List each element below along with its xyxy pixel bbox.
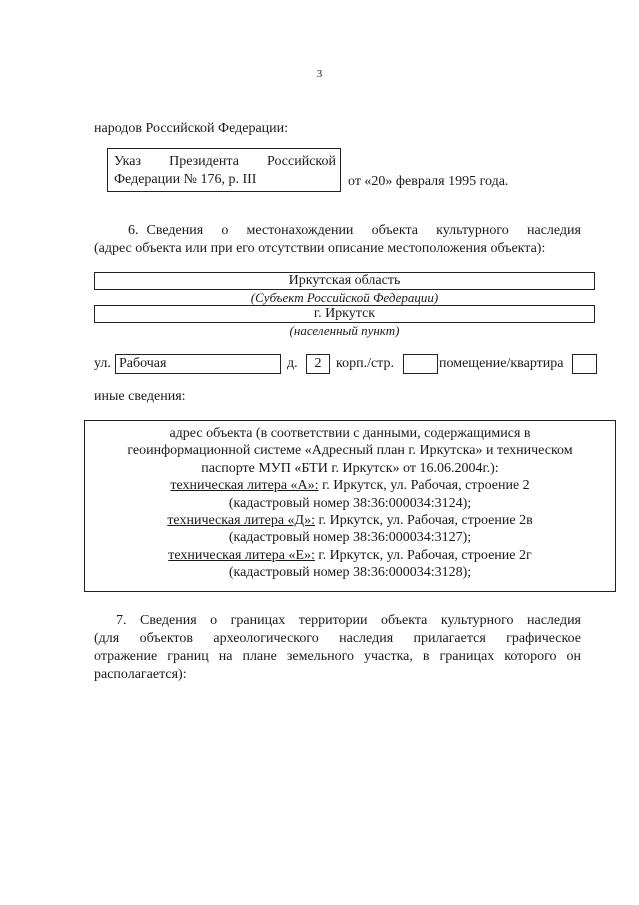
region-field: Иркутская область (94, 272, 595, 290)
litera-e-cadastral: (кадастровый номер 38:36:000034:3128); (228, 565, 472, 581)
section7-line-4: располагается): (94, 667, 187, 682)
section7-line-2: (для объектов археологического наследия прилагается графическое (94, 631, 581, 646)
korp-field (403, 354, 438, 374)
decree-box (107, 148, 341, 192)
section7-line-3: отражение границ на плане земельного участка, в границах которого он (94, 649, 581, 664)
litera-e-address: г. Иркутск, ул. Рабочая, строение 2г (318, 547, 532, 563)
house-label: д. (287, 356, 298, 371)
section6-line-1: Сведения о местонахождении объекта культурного наследия (146, 223, 581, 238)
litera-e-line (93, 547, 607, 564)
decree-word-1: Указ (114, 154, 142, 169)
street-label: ул. (94, 356, 111, 371)
litera-a-line (93, 477, 607, 494)
litera-a-label: техническая литера «А»: (170, 478, 319, 494)
section6-line-2: (адрес объекта или при его отсутствии описание местоположения объекта): (94, 241, 546, 256)
section6-number: 6. (128, 223, 139, 238)
room-label: помещение/квартира (439, 356, 564, 371)
litera-d-address: г. Иркутск, ул. Рабочая, строение 2в (318, 513, 533, 529)
litera-a-address: г. Иркутск, ул. Рабочая, строение 2 (322, 478, 530, 494)
litera-d-cadastral: (кадастровый номер 38:36:000034:3127); (228, 530, 472, 546)
other-info-line-1: адрес объекта (в соответствии с данными, содержащимися в (169, 426, 531, 441)
section6-heading (128, 222, 581, 240)
locality-caption: (населенный пункт) (289, 323, 400, 338)
decree-line-2: Федерации № 176, р. III (114, 172, 257, 187)
other-info-line-3: паспорте МУП «БТИ г. Иркутск» от 16.06.2004г.): (201, 460, 499, 476)
page-number: 3 (316, 68, 323, 80)
decree-word-3: Российской (267, 154, 336, 169)
litera-d-line (93, 512, 607, 529)
section7-line-1: 7. Сведения о границах территории объекта культурного наследия (116, 613, 581, 628)
korp-label: корп./стр. (336, 356, 394, 371)
house-field: 2 (306, 354, 330, 374)
litera-e-label: техническая литера «Е»: (168, 547, 315, 563)
decree-word-2: Президента (169, 154, 239, 169)
other-info-label: иные сведения: (94, 389, 186, 404)
litera-d-label: техническая литера «Д»: (167, 513, 315, 529)
intro-line: народов Российской Федерации: (94, 121, 289, 136)
litera-a-cadastral: (кадастровый номер 38:36:000034:3124); (228, 495, 472, 511)
other-info-box (84, 420, 616, 592)
locality-field: г. Иркутск (94, 305, 595, 323)
other-info-line-2: геоинформационной системе «Адресный план г. Иркутска» и техническом (127, 443, 573, 459)
decree-date: от «20» февраля 1995 года. (348, 174, 509, 189)
region-caption: (Субъект Российской Федерации) (250, 290, 439, 305)
room-field (572, 354, 597, 374)
street-field: Рабочая (115, 354, 281, 374)
